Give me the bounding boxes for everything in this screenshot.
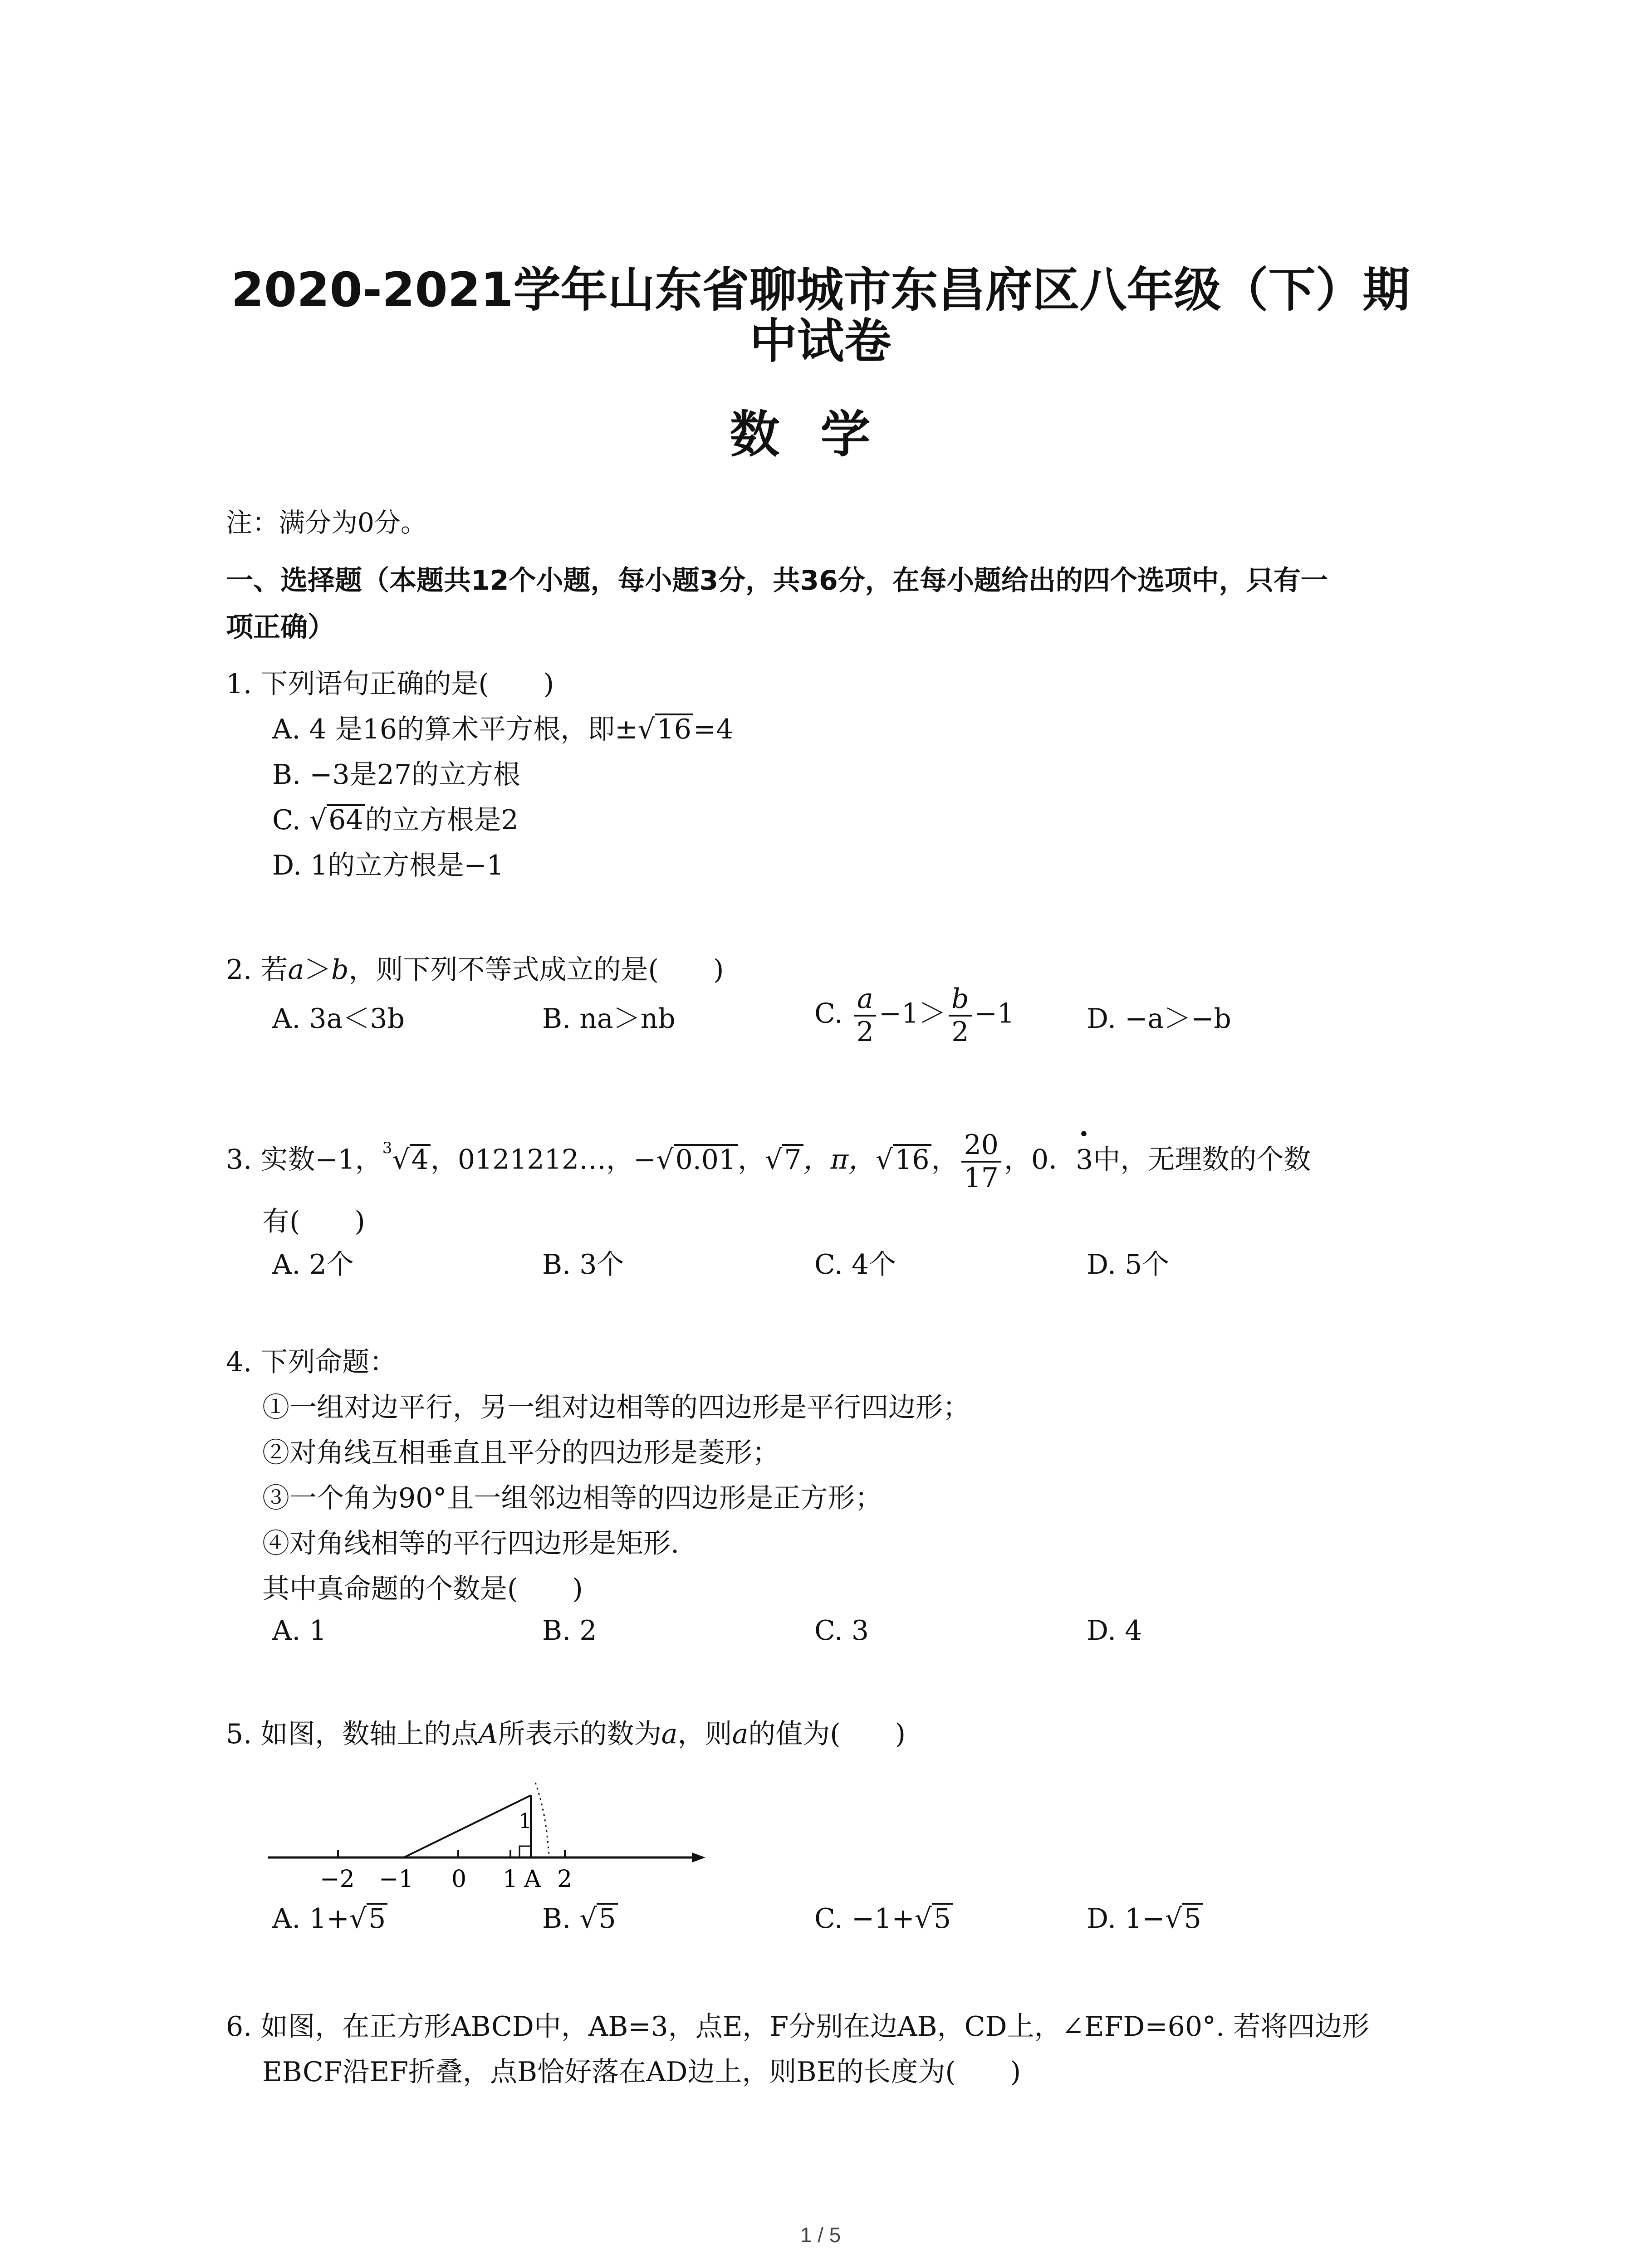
sqrt-symbol: √ [637, 714, 655, 745]
section-heading-line2: 项正确） [226, 611, 335, 643]
question-6-stem-line2: EBCF沿EF折叠，点B恰好落在AD边上，则BE的长度为( ) [262, 2056, 1021, 2088]
stem-mid: 所表示的数为 [498, 1718, 661, 1750]
var-a: a [288, 954, 304, 986]
option-c-mid: −1＞ [878, 997, 946, 1030]
tick-label-neg2: −2 [320, 1866, 355, 1893]
question-4-option-d: D. 4 [1087, 1615, 1142, 1647]
question-4-option-b: B. 2 [542, 1615, 597, 1647]
page-title-line1: 2020-2021学年山东省聊城市东昌府区八年级（下）期 [231, 262, 1410, 318]
stem-mid2: ，则 [677, 1718, 732, 1750]
question-4-option-c: C. 3 [814, 1615, 869, 1647]
page-title-line2: 中试卷 [749, 313, 892, 369]
question-1-option-b: B. −3是27的立方根 [272, 759, 521, 791]
var-b: b [331, 954, 349, 986]
option-c-label: C. −1+ [814, 1903, 915, 1935]
sequence-text: ，0121212…，− [430, 1144, 656, 1176]
question-3-option-c: C. 4个 [814, 1249, 896, 1281]
repeating-digit: • 3 [1076, 1144, 1093, 1176]
stem-text: 2. 若 [226, 954, 288, 986]
radicand: 5 [932, 1903, 953, 1933]
option-d-label: D. 1− [1087, 1903, 1165, 1935]
option-c-end: −1 [974, 997, 1015, 1030]
var-a: a [732, 1718, 749, 1750]
question-3-option-a: A. 2个 [272, 1249, 354, 1281]
denominator: 2 [856, 1016, 874, 1048]
numerator: b [949, 983, 971, 1017]
stem-text: 5. 如图，数轴上的点 [226, 1718, 479, 1750]
option-a-label: A. 1+ [272, 1903, 349, 1935]
score-note: 注：满分为0分。 [226, 507, 427, 538]
question-4-proposition-3: ③一个角为90°且一组邻边相等的四边形是正方形； [262, 1482, 882, 1514]
stem-tail: ，则下列不等式成立的是( ) [348, 954, 724, 986]
fraction-b-over-2 [949, 983, 971, 1048]
right-angle-mark [519, 1846, 531, 1857]
question-5-option-c [814, 1903, 953, 1935]
question-1-option-c [272, 798, 519, 837]
number-line-figure [263, 1765, 717, 1896]
tick-label-1: 1 [503, 1866, 518, 1893]
sqrt-symbol: √ [876, 1144, 893, 1176]
hypotenuse-segment [404, 1795, 531, 1857]
question-4-ask: 其中真命题的个数是( ) [262, 1573, 583, 1605]
comma: ， [738, 1144, 765, 1176]
question-4-proposition-1: ①一组对边平行，另一组对边相等的四边形是平行四边形； [262, 1392, 970, 1423]
question-3-stem [226, 1129, 1311, 1194]
denominator: 17 [964, 1162, 999, 1194]
sqrt-symbol: √ [765, 1144, 783, 1176]
tick-label-0: 0 [451, 1866, 467, 1893]
question-4-proposition-2: ②对角线互相垂直且平分的四边形是菱形； [262, 1437, 779, 1469]
option-b-label: B. [542, 1903, 580, 1935]
question-3-stem-line2: 有( ) [262, 1206, 365, 1237]
question-3-option-b: B. 3个 [542, 1249, 624, 1281]
question-5-option-d [1087, 1903, 1203, 1935]
tick-label-a: A [524, 1866, 541, 1893]
question-2-option-a: A. 3a＜3b [272, 1003, 405, 1035]
sqrt-symbol: √ [656, 1144, 674, 1176]
option-label: C. [814, 997, 843, 1030]
option-c-tail: 的立方根是2 [365, 804, 519, 836]
option-c-label: C. [272, 804, 309, 836]
question-1-option-d: D. 1的立方根是−1 [272, 850, 504, 881]
question-3-option-d: D. 5个 [1087, 1249, 1170, 1281]
arc-dotted [535, 1783, 549, 1857]
question-5-option-a [272, 1903, 387, 1935]
question-2-option-c [814, 983, 1014, 1048]
stem-tail: 中，无理数的个数 [1093, 1144, 1311, 1176]
question-2-stem [226, 948, 724, 987]
question-1-option-a [272, 708, 733, 747]
point-a-label: A [478, 1718, 498, 1750]
sqrt-symbol: √ [914, 1903, 932, 1935]
fraction-a-over-2 [854, 983, 876, 1048]
sqrt-symbol: √ [1165, 1903, 1182, 1935]
tick-label-2: 2 [557, 1866, 573, 1893]
radicand: 4 [410, 1144, 431, 1174]
root-index: 3 [382, 1139, 392, 1157]
question-1-stem: 1. 下列语句正确的是( ) [226, 668, 554, 700]
stem-tail: 的值为( ) [748, 1718, 906, 1750]
subject-heading: 数学 [730, 406, 911, 464]
comma: ， [931, 1144, 959, 1176]
axis-arrow-icon [692, 1853, 705, 1862]
question-4-option-a: A. 1 [272, 1615, 327, 1647]
numerator: a [854, 983, 876, 1017]
section-heading-line1: 一、选择题（本题共12个小题，每小题3分，共36分，在每小题给出的四个选项中，只有一 [226, 565, 1328, 596]
question-6-stem-line1: 6. 如图，在正方形ABCD中，AB=3，点E，F分别在边AB，CD上，∠EFD=60°. 若将四边形 [226, 2011, 1370, 2043]
radicand: 0.01 [674, 1144, 738, 1174]
sqrt-symbol: √ [309, 804, 327, 836]
sqrt-symbol: √ [349, 1903, 367, 1935]
question-4-proposition-4: ④对角线相等的平行四边形是矩形. [262, 1528, 680, 1559]
gt-sign: ＞ [304, 954, 332, 986]
page-number: 1 / 5 [800, 2223, 841, 2247]
radicand: 7 [782, 1144, 803, 1174]
tick-label-neg1: −1 [379, 1866, 414, 1893]
height-label: 1 [519, 1809, 532, 1833]
option-a-text: A. 4 是16的算术平方根，即± [272, 714, 638, 745]
option-a-tail: =4 [693, 714, 734, 745]
question-5-option-b [542, 1903, 618, 1935]
radicand: 16 [893, 1144, 931, 1174]
question-5-stem [226, 1712, 906, 1751]
stem-text: 3. 实数−1， [226, 1144, 382, 1176]
pi-text: ，π， [803, 1144, 876, 1176]
question-2-option-d: D. −a＞−b [1087, 1003, 1231, 1035]
radicand: 5 [1182, 1903, 1203, 1933]
numerator: 20 [961, 1129, 1001, 1163]
denominator: 2 [951, 1016, 969, 1048]
fraction-20-over-17 [961, 1129, 1001, 1194]
question-4-stem: 4. 下列命题： [226, 1346, 397, 1378]
radicand: 64 [327, 804, 365, 835]
radicand: 16 [655, 714, 693, 744]
radicand: 5 [367, 1903, 387, 1933]
decimal-prefix: ，0． [1004, 1144, 1076, 1176]
radicand: 5 [597, 1903, 617, 1933]
question-2-option-b: B. na＞nb [542, 1003, 676, 1035]
sqrt-symbol: √ [579, 1903, 597, 1935]
var-a: a [661, 1718, 678, 1750]
cube-root [382, 1139, 431, 1176]
sqrt-symbol: √ [392, 1144, 410, 1176]
